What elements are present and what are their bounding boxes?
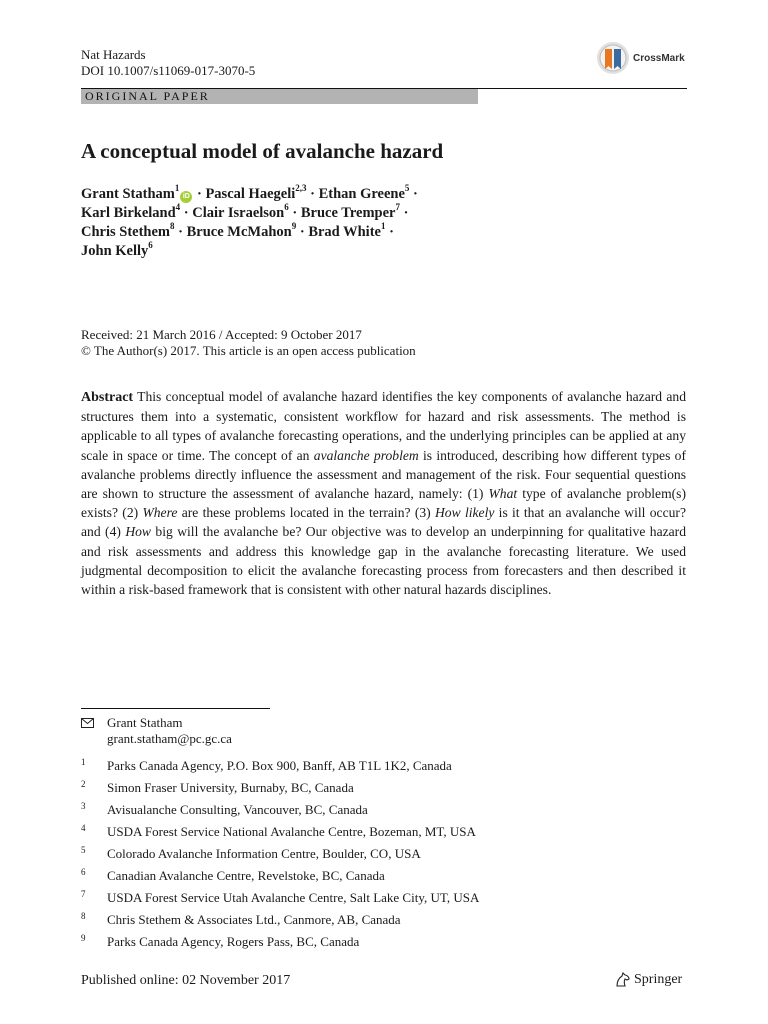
license-statement: © The Author(s) 2017. This article is an open access publication	[81, 343, 416, 358]
affiliation-number: 6	[81, 867, 86, 877]
author-affiliation-marker: 4	[175, 202, 181, 213]
author[interactable]	[81, 240, 153, 259]
journal-name: Nat Hazards	[81, 47, 146, 62]
affiliation-number: 2	[81, 779, 86, 789]
author-affiliation-marker: 1	[380, 221, 386, 232]
abstract-label: Abstract	[81, 390, 134, 405]
abstract-text: are these problems located in the terrain? (3)	[177, 505, 435, 521]
author-affiliation-marker: 1	[174, 183, 180, 194]
author-name: Bruce Tremper	[300, 205, 396, 221]
crossmark-label: CrossMark	[633, 52, 685, 64]
author[interactable]	[81, 183, 193, 202]
author[interactable]	[186, 221, 297, 240]
author[interactable]	[308, 221, 386, 240]
author-affiliation-marker: 5	[404, 183, 410, 194]
springer-horse-icon	[614, 972, 631, 988]
author-affiliation-marker: 6	[284, 202, 289, 213]
author-name: Clair Israelson	[192, 205, 285, 221]
author-affiliation-marker: 8	[170, 221, 175, 232]
affiliation-number: 3	[81, 801, 86, 811]
affiliation-number: 8	[81, 911, 86, 921]
abstract	[81, 387, 686, 599]
abstract-text: type of avalanche problem(s) exists? (2)	[81, 486, 686, 521]
abstract-emphasis: What	[488, 486, 518, 502]
author-name: John Kelly	[81, 243, 149, 259]
author-name: Chris Stethem	[81, 224, 171, 240]
affiliation-text: Chris Stethem & Associates Ltd., Canmore, AB, Canada	[107, 912, 401, 927]
affiliation-text: Avisualanche Consulting, Vancouver, BC, Canada	[107, 802, 368, 817]
springer-label: Springer	[634, 972, 683, 987]
abstract-emphasis: How likely	[434, 505, 495, 521]
author-name: Pascal Haegeli	[205, 186, 296, 202]
affiliation-text: USDA Forest Service Utah Avalanche Centre, Salt Lake City, UT, USA	[107, 890, 480, 905]
affiliation-number: 9	[81, 933, 86, 943]
crossmark-badge-icon	[596, 41, 630, 75]
author-separator: ·	[296, 224, 309, 240]
author-name: Grant Statham	[81, 186, 175, 202]
author-separator: ·	[288, 205, 301, 221]
author[interactable]	[205, 183, 307, 202]
affiliation-number: 5	[81, 845, 86, 855]
author-list	[81, 185, 501, 261]
affiliation-text: Canadian Avalanche Centre, Revelstoke, BC, Canada	[107, 868, 385, 883]
doi-link[interactable]: DOI 10.1007/s11069-017-3070-5	[81, 63, 256, 78]
author-separator: ·	[306, 186, 319, 202]
author-separator: ·	[399, 205, 409, 221]
author-affiliation-marker: 6	[148, 240, 153, 251]
author[interactable]	[300, 202, 400, 221]
author-separator: ·	[174, 224, 187, 240]
corresponding-author-email[interactable]: grant.statham@pc.gc.ca	[107, 731, 232, 746]
author-separator: ·	[193, 186, 206, 202]
affiliation-text: Parks Canada Agency, P.O. Box 900, Banff, AB T1L 1K2, Canada	[107, 758, 452, 773]
author-name: Brad White	[308, 224, 381, 240]
author-affiliation-marker: 2,3	[295, 183, 307, 194]
abstract-text: is introduced, describing how different types of avalanche problems directly influence the assessment and management of the risk. Four sequential questions are shown to structure the assessment of avalanche hazard, namely: (1)	[81, 447, 686, 502]
springer-logo[interactable]	[614, 972, 682, 988]
envelope-icon	[81, 718, 94, 728]
author-separator: ·	[180, 205, 193, 221]
author-affiliation-marker: 9	[291, 221, 297, 232]
author-name: Ethan Greene	[318, 186, 405, 202]
author-affiliation-marker: 7	[395, 202, 400, 213]
orcid-icon[interactable]: iD	[180, 191, 192, 203]
author-name: Karl Birkeland	[81, 205, 176, 221]
affiliation-number: 1	[81, 757, 86, 767]
affiliation-number: 7	[81, 889, 86, 899]
crossmark-badge[interactable]	[596, 41, 685, 75]
author-separator: ·	[409, 186, 418, 202]
author[interactable]	[318, 183, 410, 202]
abstract-text: This conceptual model of avalanche hazard identifies the key components of avalanche hazard and structures them into a systematic, consistent workflow for hazard and risk assessments. The method is applicable to all types of avalanche forecasting operations, and the underlying principles can be applied at any scale in space or time. The concept of an	[81, 389, 686, 463]
article-title: A conceptual model of avalanche hazard	[81, 139, 444, 163]
footnote-rule	[81, 708, 270, 709]
abstract-text: big will the avalanche be? Our objective was to develop an underpinning for qualitative hazard and risk assessments and address this knowledge gap in the avalanche forecasting literature. We used judgmental decomposition to elicit the avalanche forecasting process from forecasters and then described it within a risk-based framework that is consistent with other natural hazards disciplines.	[81, 524, 686, 598]
affiliation-number: 4	[81, 823, 86, 833]
abstract-emphasis: avalanche problem	[313, 447, 419, 463]
paper-type-banner: ORIGINAL PAPER	[81, 89, 478, 104]
received-accepted-dates: Received: 21 March 2016 / Accepted: 9 October 2017	[81, 327, 362, 342]
corresponding-author-name: Grant Statham	[107, 715, 183, 730]
author[interactable]	[192, 202, 289, 221]
abstract-emphasis: How	[125, 524, 151, 540]
affiliation-text: Parks Canada Agency, Rogers Pass, BC, Canada	[107, 934, 360, 949]
affiliation-text: Simon Fraser University, Burnaby, BC, Canada	[107, 780, 354, 795]
abstract-text: is it that an avalanche will occur? and (4)	[81, 505, 686, 540]
affiliation-text: Colorado Avalanche Information Centre, Boulder, CO, USA	[107, 846, 421, 861]
published-online-date: Published online: 02 November 2017	[81, 973, 291, 988]
author-separator: ·	[385, 224, 394, 240]
abstract-emphasis: Where	[142, 505, 178, 521]
author[interactable]	[81, 221, 175, 240]
author[interactable]	[81, 202, 181, 221]
author-name: Bruce McMahon	[186, 224, 292, 240]
affiliation-text: USDA Forest Service National Avalanche Centre, Bozeman, MT, USA	[107, 824, 476, 839]
